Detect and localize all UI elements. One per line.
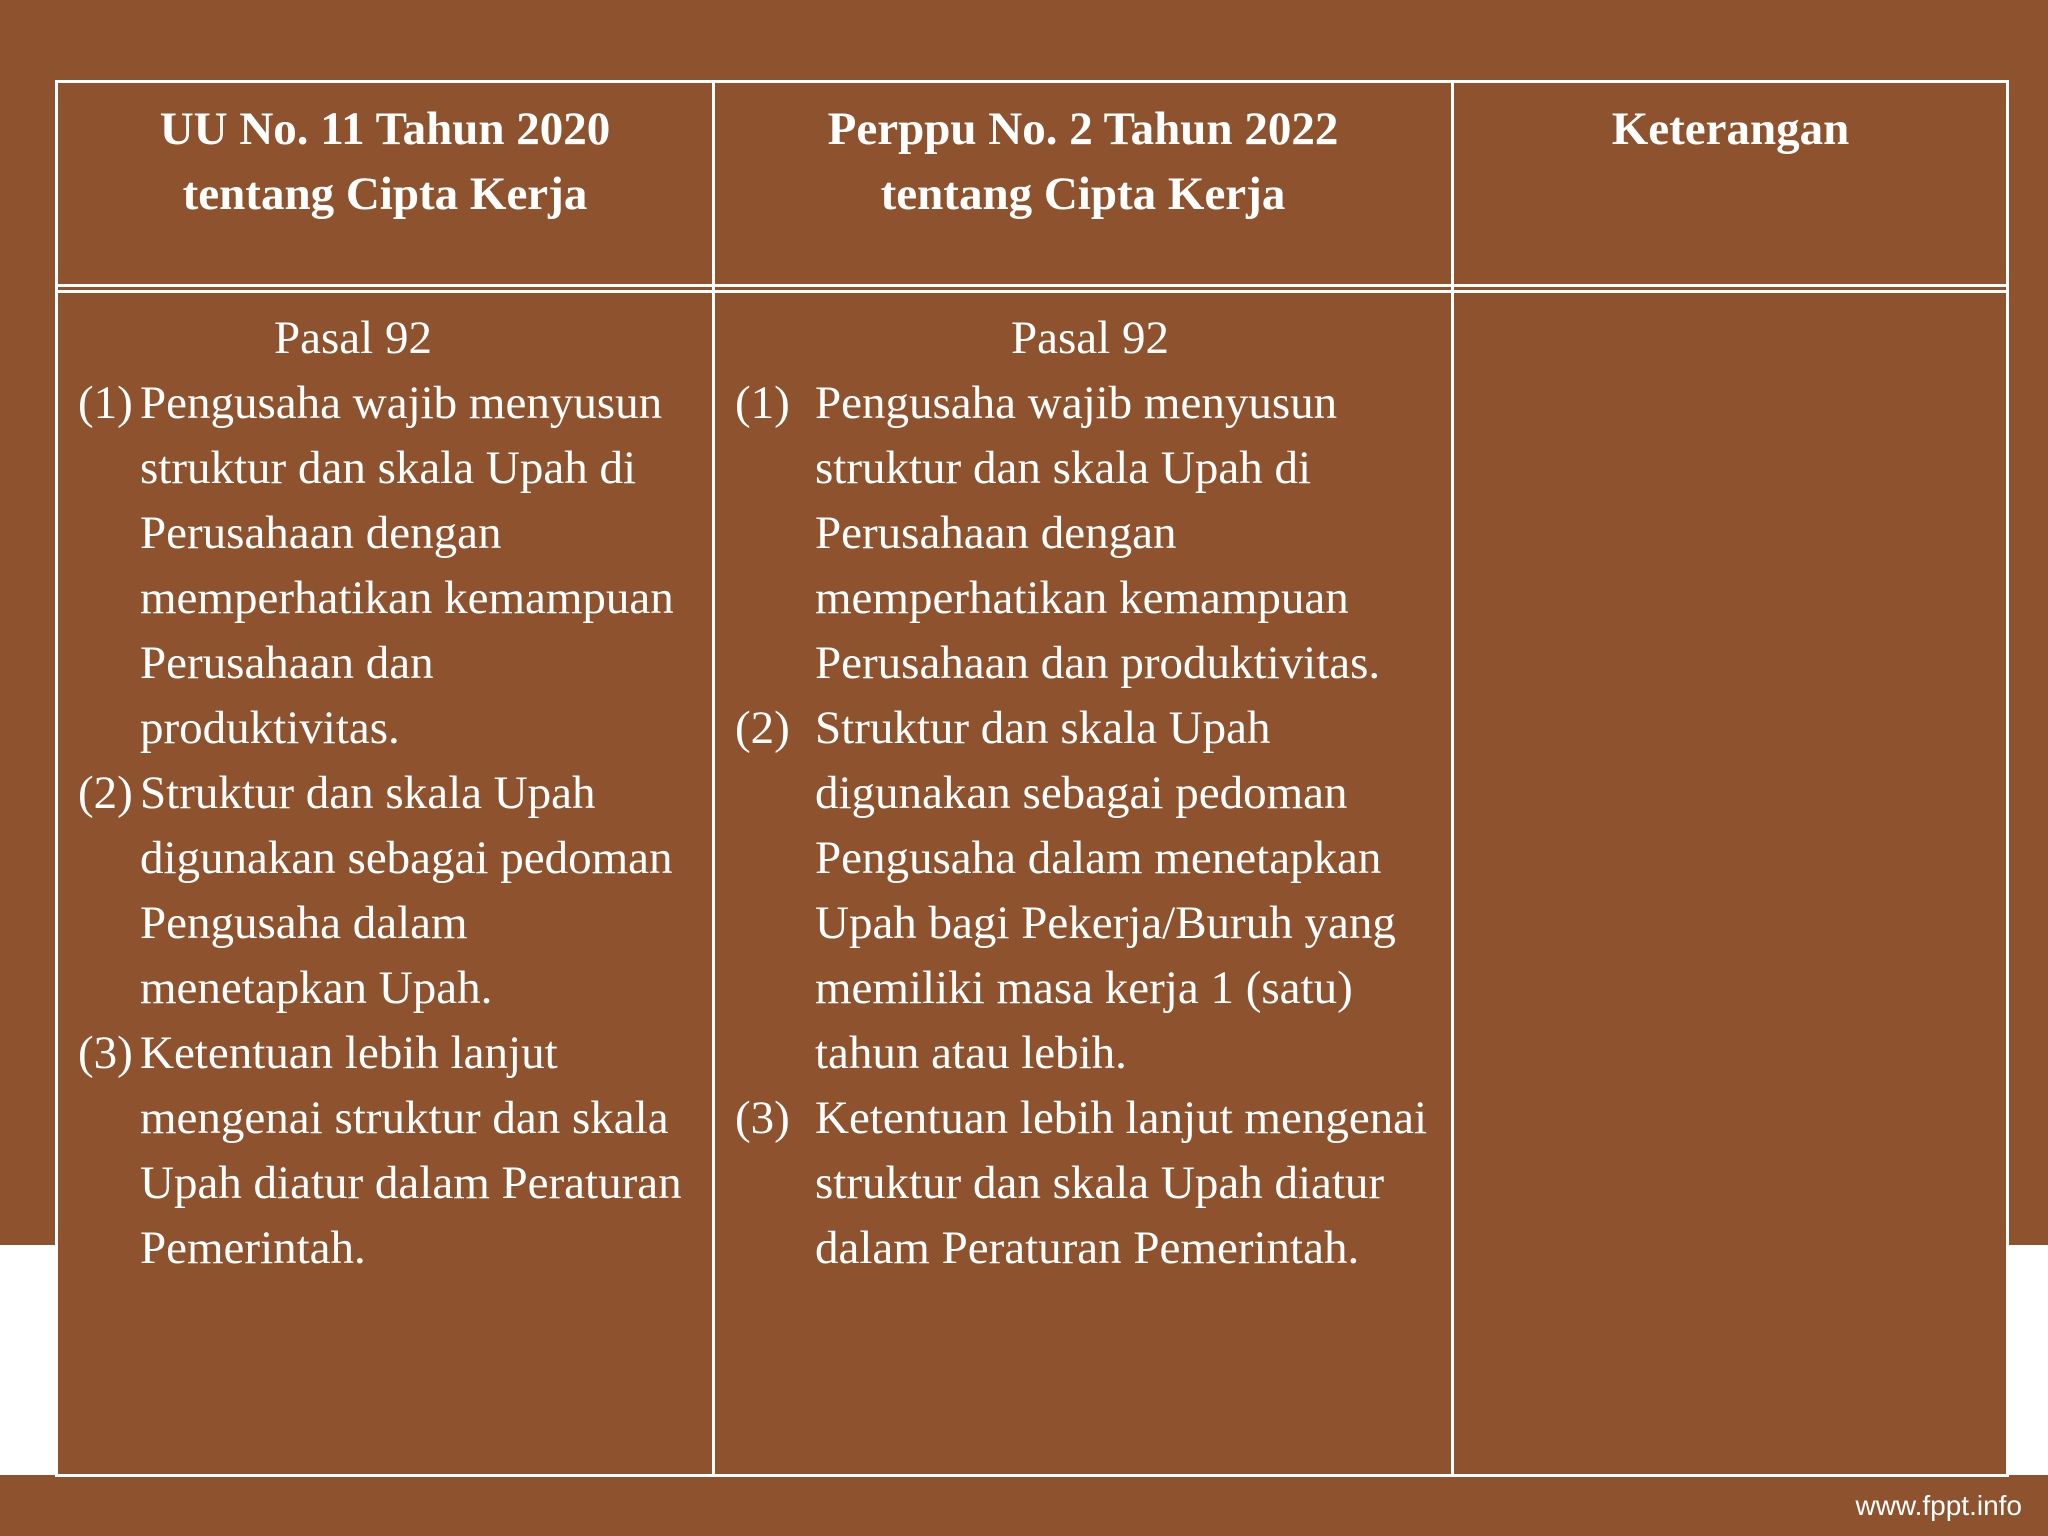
footer-website: www.fppt.info (1855, 1490, 2022, 1521)
pasal-title: Pasal 92 (1011, 312, 1169, 364)
list-item (78, 371, 703, 761)
header-perppu-line1: Perppu No. 2 Tahun 2022 (827, 103, 1339, 155)
header-perppu-line2: tentang Cipta Kerja (880, 168, 1286, 220)
list-item (78, 1021, 703, 1281)
item-text: Struktur dan skala Upah digunakan sebagai pedoman Pengusaha dalam menetapkan Upah bagi Pekerja/Buruh yang memiliki masa kerja 1 (satu) tahun atau lebih. (815, 702, 1396, 1079)
item-text: Ketentuan lebih lanjut mengenai struktur dan skala Upah diatur dalam Peraturan Pemerintah. (815, 1092, 1428, 1274)
header-uu-line2: tentang Cipta Kerja (182, 168, 588, 220)
item-number: (1) (78, 377, 133, 429)
item-text: Struktur dan skala Upah digunakan sebagai pedoman Pengusaha dalam menetapkan Upah. (140, 767, 673, 1014)
item-number: (2) (78, 767, 133, 819)
list-item (735, 371, 1445, 696)
header-cell-perppu (715, 97, 1451, 227)
slide-footer-band (0, 1475, 2048, 1536)
pasal-title: Pasal 92 (274, 312, 432, 364)
item-number: (3) (735, 1092, 790, 1144)
item-text: Pengusaha wajib menyusun struktur dan skala Upah di Perusahaan dengan memperhatikan kemampuan Perusahaan dan produktivitas. (140, 377, 674, 754)
header-cell-uu (58, 97, 712, 227)
body-cell-uu (78, 306, 703, 1281)
header-divider (58, 284, 2006, 287)
list-item (735, 696, 1445, 1086)
item-number: (2) (735, 702, 790, 754)
body-cell-perppu (735, 306, 1445, 1281)
list-item (78, 761, 703, 1021)
header-cell-keterangan (1454, 97, 2007, 162)
item-number: (3) (78, 1027, 133, 1079)
item-number: (1) (735, 377, 790, 429)
item-text: Pengusaha wajib menyusun struktur dan skala Upah di Perusahaan dengan memperhatikan kemampuan Perusahaan dan produktivitas. (815, 377, 1381, 689)
header-divider (58, 290, 2006, 293)
list-item (735, 1086, 1445, 1281)
comparison-table (55, 80, 2009, 1477)
header-keterangan-label: Keterangan (1611, 103, 1850, 155)
header-uu-line1: UU No. 11 Tahun 2020 (159, 103, 611, 155)
item-text: Ketentuan lebih lanjut mengenai struktur dan skala Upah diatur dalam Peraturan Pemerintah. (140, 1027, 682, 1274)
